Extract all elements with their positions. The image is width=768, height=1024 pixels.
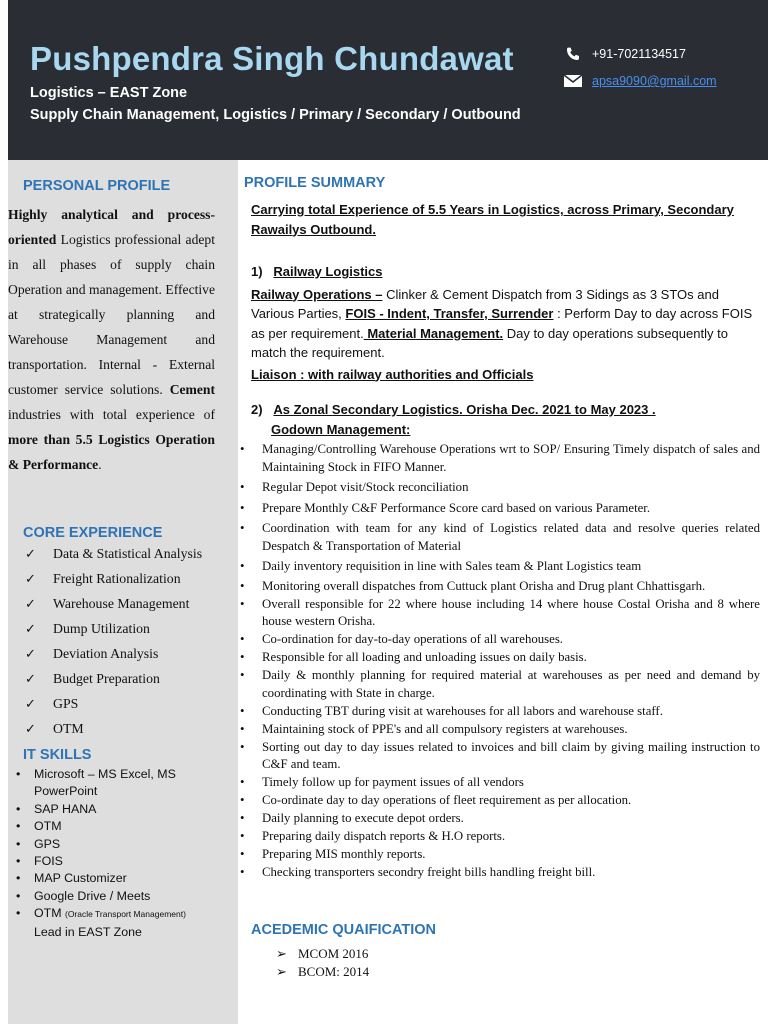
profile-text-3: . [98,457,102,472]
it-otm-suffix: Lead in EAST Zone [34,924,142,939]
bullet-text: Prepare Monthly C&F Performance Score card based on various Parameter. [262,500,651,515]
bullet-icon: • [240,559,245,573]
bullet-text: Daily planning to execute depot orders. [262,811,464,825]
list-item [276,945,369,963]
core-item-label: Freight Rationalization [53,570,181,586]
list-item [238,631,760,649]
core-item-label: Data & Statistical Analysis [53,545,203,561]
experience-intro: Carrying total Experience of 5.5 Years in Logistics, across Primary, Secondary Rawailys Outbound. [251,202,734,237]
bullet-icon: • [240,578,245,593]
core-experience-list [15,541,235,741]
bullet-icon: • [240,480,245,494]
bullet-icon: • [240,775,245,789]
core-item-label: Dump Utilization [53,620,150,636]
bullet-icon: • [16,801,21,816]
list-item [276,963,369,981]
material-mgmt-text: Day to day operations subsequently to match the requirement. [251,325,728,360]
bullet-text: Managing/Controlling Warehouse Operations wrt to SOP/ Ensuring Timely dispatch of sales and Maintaining Stock in FIFO Manner. [262,442,760,474]
list-item [15,591,235,616]
list-item [238,667,760,702]
envelope-icon [563,73,583,89]
candidate-name: Pushpendra Singh Chundawat [30,40,514,77]
list-item [12,888,222,905]
list-item [15,691,235,716]
bullet-icon: • [240,650,245,664]
list-item [15,541,235,566]
list-item [238,500,760,518]
bullet-text: Preparing daily dispatch reports & H.O reports. [262,829,506,843]
bullet-text: Sorting out day to day issues related to invoices and bill claim by giving mailing instruction to C&F and team. [262,739,760,771]
list-item [238,558,760,576]
bullet-icon: • [16,836,21,851]
bullet-text: Monitoring overall dispatches from Cuttuck plant Orisha and Drug plant Chhattisgarh. [262,578,706,593]
profile-bold-3: more than 5.5 Logistics Operation & Performance [8,432,215,472]
section-2-number: 2) [251,402,263,417]
bullet-icon: • [240,811,245,825]
bullet-icon: • [16,906,21,921]
liaison-line: Liaison : with railway authorities and Officials [251,366,534,382]
bullet-text: Checking transporters secondry freight bills handling freight bill. [262,865,596,879]
list-item [238,649,760,667]
list-item [238,810,760,828]
bullet-icon: • [16,871,21,886]
list-item [12,836,222,853]
section-1-heading [251,262,759,282]
domain-subtitle: Supply Chain Management, Logistics / Primary / Secondary / Outbound [30,107,521,123]
list-item [238,520,760,555]
bullet-icon: • [240,442,245,456]
list-item [12,853,222,870]
check-icon: ✓ [25,670,36,686]
bullet-icon: • [240,829,245,843]
bullet-icon: • [240,865,245,879]
list-item [238,441,760,476]
academic-list [276,945,369,981]
email-contact [563,73,717,89]
list-item [238,703,760,721]
list-item [238,774,760,792]
list-item [238,721,760,739]
bullet-text: Co-ordination for day-to-day operations of all warehouses. [262,632,563,646]
bullet-icon: • [240,847,245,861]
phone-number: +91-7021134517 [592,47,686,61]
material-mgmt-label: Material Management. [363,325,504,341]
academic-heading: ACEDEMIC QUAIFICATION [251,922,437,938]
profile-bold-1: Highly analytical and process-oriented [8,207,215,247]
bullet-icon: • [240,521,245,535]
phone-contact [563,46,686,62]
list-item [12,818,222,835]
list-item [15,616,235,641]
section-2-heading [251,400,759,420]
bullet-icon: • [240,721,245,736]
list-item [12,801,222,818]
list-item [15,716,235,741]
profile-text-1: Logistics professional adept in all phases of supply chain Operation and management. Effective at strategically planning and Warehouse Management and transportation. Internal - External customer service solutions. [8,232,215,397]
core-item-label: GPS [53,695,79,711]
list-item [15,641,235,666]
it-item-label: MAP Customizer [34,871,127,886]
it-item-label: GPS [34,836,61,851]
list-item [12,766,222,801]
it-item-label: Google Drive / Meets [34,888,151,903]
bullet-icon: • [240,668,245,682]
it-item-label [34,905,186,941]
it-skills-list [12,766,222,941]
bullet-text: Daily inventory requisition in line with Sales team & Plant Logistics team [262,559,642,573]
bullet-icon: • [240,596,245,611]
fois-label: FOIS - Indent, Transfer, Surrender [345,306,554,321]
list-item [238,792,760,810]
list-item [238,596,760,631]
godown-management-subheading: Godown Management: [271,421,411,437]
bullet-text: Coordination with team for any kind of Logistics related data and resolve queries related Despatch & Transportation of Material [262,521,760,553]
bullet-text: Timely follow up for payment issues of all vendors [262,775,524,789]
it-item-label: SAP HANA [34,801,97,816]
email-link[interactable]: apsa9090@gmail.com [592,74,717,88]
list-item [238,828,760,846]
phone-icon [563,46,583,62]
profile-summary-heading: PROFILE SUMMARY [244,175,386,191]
bullet-icon: • [16,854,21,869]
arrow-bullet-icon: ➢ [276,946,287,961]
bullet-text: Maintaining stock of PPE's and all compulsory registers at warehouses. [262,721,628,736]
list-item [15,566,235,591]
bullet-icon: • [240,793,245,807]
list-item [238,846,760,864]
core-item-label: Budget Preparation [53,670,160,686]
bullet-text: Conducting TBT during visit at warehouses for all labors and warehouse staff. [262,703,663,718]
core-item-label: Warehouse Management [53,595,190,611]
check-icon: ✓ [25,545,36,561]
check-icon: ✓ [25,595,36,611]
responsibilities-list [238,441,760,882]
bullet-icon: • [240,500,245,515]
it-otm-prefix: OTM [34,906,65,921]
academic-item: MCOM 2016 [298,946,369,961]
list-item [238,479,760,497]
bullet-text: Responsible for all loading and unloading issues on daily basis. [262,650,587,664]
list-item [238,864,760,882]
railway-ops-label: Railway Operations – [251,286,383,302]
check-icon: ✓ [25,695,36,711]
bullet-text: Regular Depot visit/Stock reconciliation [262,480,469,494]
section-1-number: 1) [251,264,263,279]
bullet-icon: • [16,888,21,903]
list-item [12,905,222,941]
check-icon: ✓ [25,720,36,736]
academic-item: BCOM: 2014 [298,964,370,979]
bullet-text: Overall responsible for 22 where house including 14 where house Costal Orisha and 8 where house western Orisha. [262,596,760,628]
list-item [238,578,760,596]
profile-text-2: industries with total experience of [8,407,215,422]
list-item [15,666,235,691]
header-banner [8,0,768,160]
arrow-bullet-icon: ➢ [276,964,287,979]
section-2-title: As Zonal Secondary Logistics. Orisha Dec. 2021 to May 2023 . [273,402,656,417]
check-icon: ✓ [25,645,36,661]
it-item-label: Microsoft – MS Excel, MS PowerPoint [34,767,176,799]
list-item [12,870,222,887]
bullet-text: Co-ordinate day to day operations of fleet requirement as per allocation. [262,793,632,807]
list-item [238,739,760,774]
core-item-label: OTM [53,720,84,736]
personal-profile-heading: PERSONAL PROFILE [23,178,171,194]
bullet-text: Preparing MIS monthly reports. [262,847,426,861]
bullet-icon: • [240,632,245,646]
personal-profile-text [8,202,215,477]
it-item-label: OTM [34,819,62,834]
bullet-icon: • [16,767,21,781]
check-icon: ✓ [25,570,36,586]
railway-ops-text: Clinker & Cement Dispatch from 3 Sidings as 3 STOs and Various Parties, [251,286,719,321]
core-experience-heading: CORE EXPERIENCE [23,525,163,541]
railway-operations-paragraph [251,285,759,363]
section-1-title: Railway Logistics [273,264,383,279]
main-content [251,200,759,439]
fois-text: : Perform Day to day across FOIS as per requirement. [251,306,753,341]
it-otm-small: (Oracle Transport Management) [64,909,186,920]
it-item-label: FOIS [34,854,63,869]
role-subtitle: Logistics – EAST Zone [30,85,188,101]
it-skills-heading: IT SKILLS [23,747,92,763]
check-icon: ✓ [25,620,36,636]
bullet-text: Daily & monthly planning for required material at warehouses as per need and demand by coordinating with State in charge. [262,668,760,700]
bullet-icon: • [16,819,21,834]
profile-bold-2: Cement [169,382,215,397]
bullet-icon: • [240,739,245,754]
bullet-icon: • [240,703,245,718]
core-item-label: Deviation Analysis [53,645,159,661]
